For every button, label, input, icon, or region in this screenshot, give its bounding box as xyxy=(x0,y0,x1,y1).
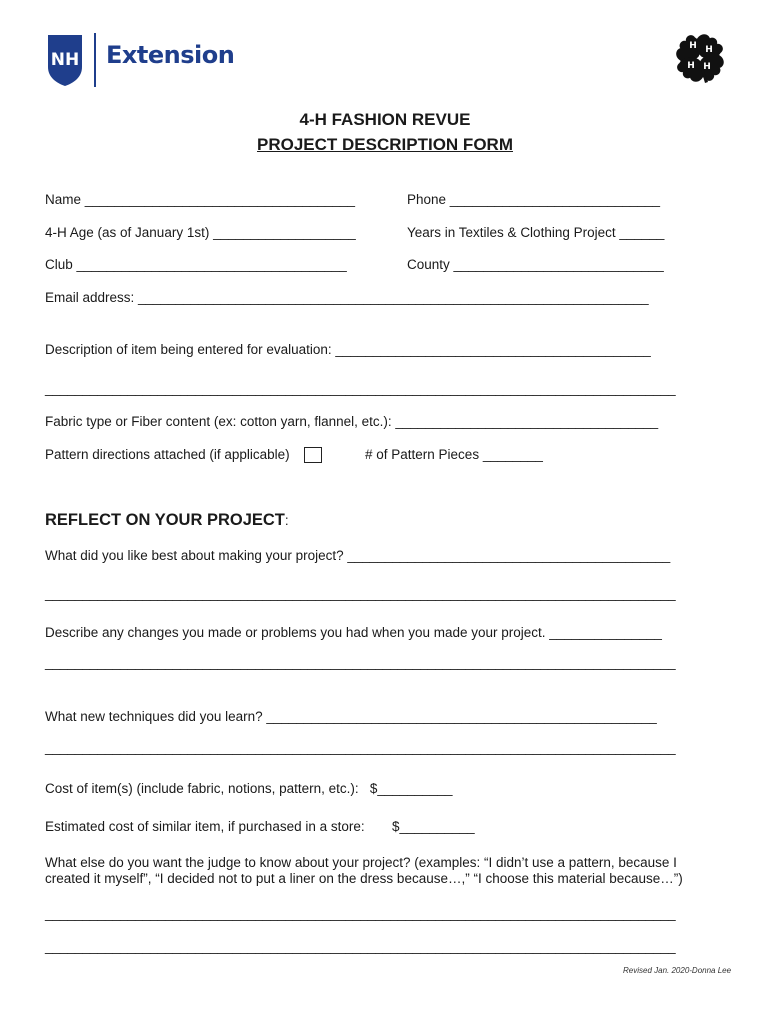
cost-field[interactable]: Cost of item(s) (include fabric, notions, pattern, etc.): $__________ xyxy=(45,781,453,796)
techniques-question[interactable]: What new techniques did you learn? ____________________________________________________ xyxy=(45,709,657,724)
judge-notes-line-2[interactable]: ____________________________________________________________________________________ xyxy=(45,939,676,954)
changes-line-2[interactable]: ____________________________________________________________________________________ xyxy=(45,655,676,670)
unh-shield-icon xyxy=(46,33,86,87)
liked-best-line-2[interactable]: ____________________________________________________________________________________ xyxy=(45,586,676,601)
pattern-directions-checkbox[interactable] xyxy=(304,447,322,463)
techniques-line-2[interactable]: ____________________________________________________________________________________ xyxy=(45,740,676,755)
age-field[interactable]: 4-H Age (as of January 1st) ___________________ xyxy=(45,225,356,240)
pattern-directions-label: Pattern directions attached (if applicable) xyxy=(45,447,290,462)
form-title: 4-H FASHION REVUE xyxy=(299,110,471,129)
fabric-type-field[interactable]: Fabric type or Fiber content (ex: cotton yarn, flannel, etc.): ___________________________________ xyxy=(45,414,659,429)
reflect-heading xyxy=(45,511,289,530)
logo-text: Extension xyxy=(106,41,235,69)
liked-best-question[interactable]: What did you like best about making your project? ___________________________________________ xyxy=(45,548,671,563)
county-field[interactable]: County ____________________________ xyxy=(407,257,664,272)
name-field[interactable]: Name ____________________________________ xyxy=(45,192,356,207)
svg-text:H: H xyxy=(689,41,697,51)
revision-note: Revised Jan. 2020-Donna Lee xyxy=(623,966,732,975)
pattern-pieces-field[interactable]: # of Pattern Pieces ________ xyxy=(365,447,543,462)
four-h-clover-icon xyxy=(672,30,728,86)
changes-question[interactable]: Describe any changes you made or problems you had when you made your project. _______________ xyxy=(45,625,662,640)
years-in-project-field[interactable]: Years in Textiles & Clothing Project ______ xyxy=(407,225,665,240)
description-field[interactable]: Description of item being entered for evaluation: __________________________________________ xyxy=(45,342,651,357)
estimated-cost-field[interactable]: $__________ xyxy=(392,819,475,834)
judge-notes-line-1[interactable]: ____________________________________________________________________________________ xyxy=(45,906,676,921)
judge-notes-question-line-2: created it myself”, “I decided not to put a liner on the dress because…,” “I choose this material because…”) xyxy=(45,871,683,886)
svg-text:H: H xyxy=(703,62,711,72)
club-field[interactable]: Club ____________________________________ xyxy=(45,257,347,272)
judge-notes-question-line-1: What else do you want the judge to know about your project? (examples: “I didn’t use a pattern, because I xyxy=(45,855,677,870)
estimated-cost-label: Estimated cost of similar item, if purchased in a store: xyxy=(45,819,365,834)
description-line-2[interactable]: ____________________________________________________________________________________ xyxy=(45,381,676,396)
phone-field[interactable]: Phone ____________________________ xyxy=(407,192,661,207)
email-field[interactable]: Email address: ____________________________________________________________________ xyxy=(45,290,649,305)
reflect-heading-text: REFLECT ON YOUR PROJECT xyxy=(45,511,285,529)
reflect-heading-colon: : xyxy=(284,513,289,528)
svg-text:NH: NH xyxy=(50,50,80,70)
svg-text:H: H xyxy=(705,45,713,55)
form-subtitle: PROJECT DESCRIPTION FORM xyxy=(257,135,513,154)
svg-text:H: H xyxy=(687,61,695,71)
logo-divider xyxy=(94,33,96,87)
unh-extension-logo xyxy=(46,33,235,89)
